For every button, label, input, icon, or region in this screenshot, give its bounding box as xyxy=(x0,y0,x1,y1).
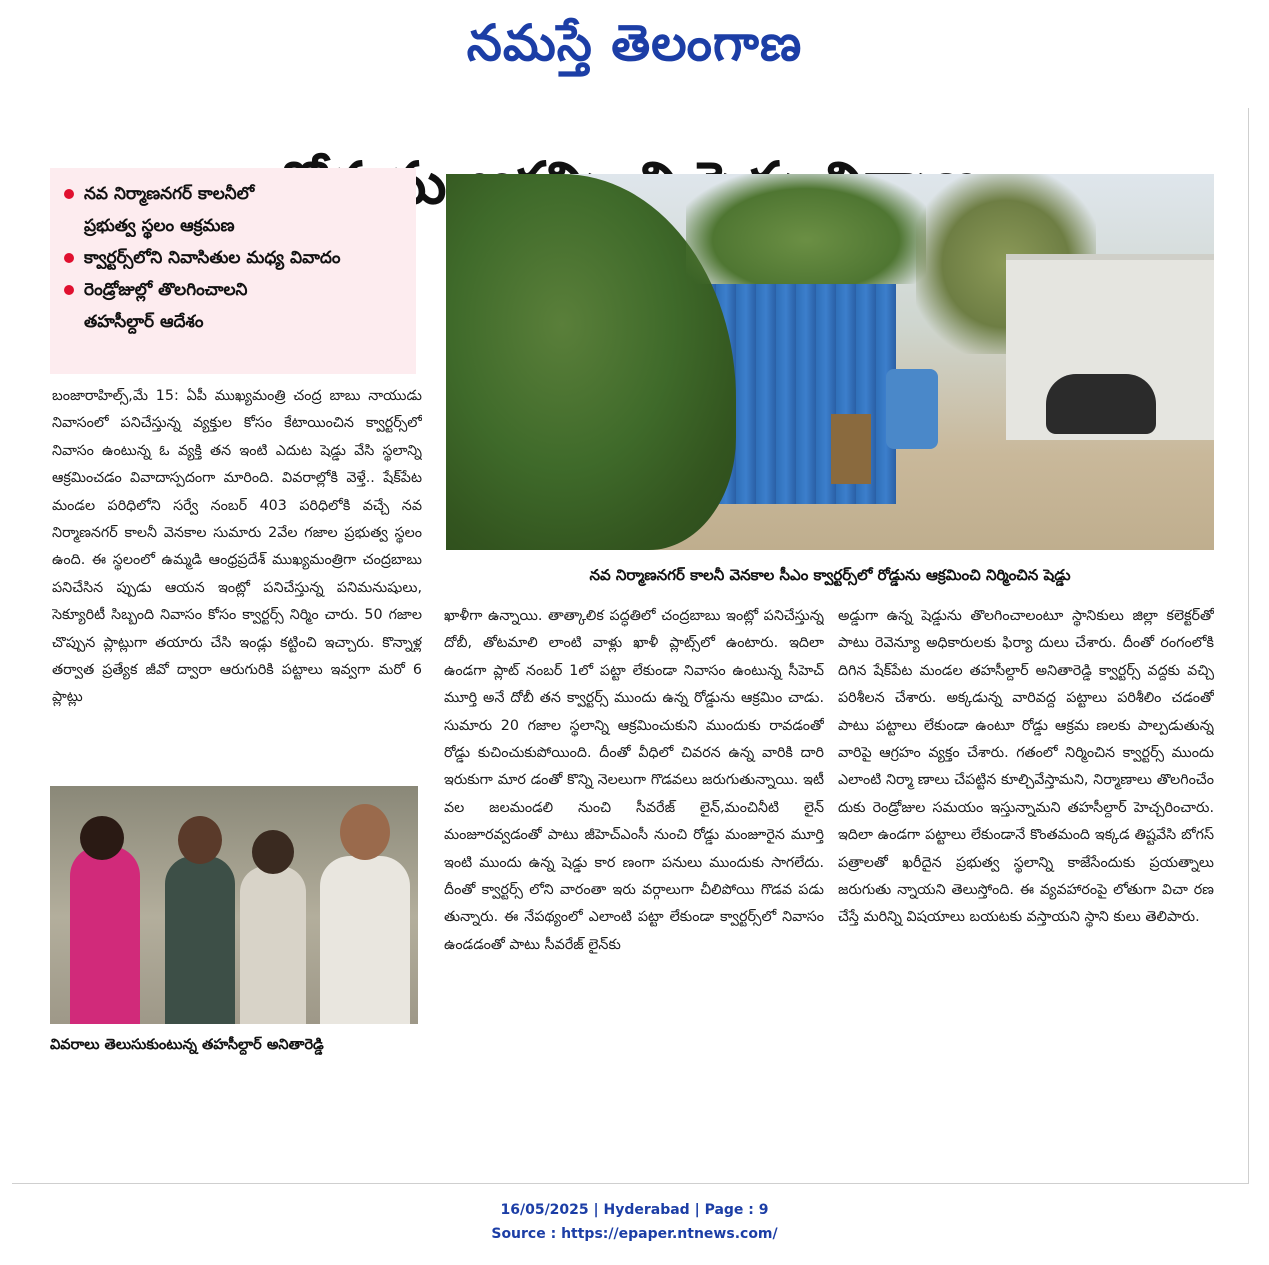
highlight-text: నవ నిర్మాణనగర్ కాలనీలో xyxy=(84,184,255,204)
highlight-item xyxy=(62,274,404,306)
person-head xyxy=(252,830,294,874)
masthead-title: నమస్తే తెలంగాణ xyxy=(466,13,803,72)
foliage-top xyxy=(686,174,926,284)
person-body xyxy=(240,866,306,1024)
page-footer xyxy=(0,1198,1269,1246)
person-head xyxy=(178,816,222,864)
person-head xyxy=(340,804,390,860)
highlight-text-cont: ప్రభుత్వ స్థలం ఆక్రమణ xyxy=(84,216,235,236)
bullet-icon xyxy=(64,189,74,199)
article-column-1: బంజారాహిల్స్,మే 15: ఏపీ ముఖ్యమంత్రి చంద్ర బాబు నాయుడు నివాసంలో పనిచేస్తున్న వ్యక్తుల కోసం కేటాయించిన క్వార్టర్స్‌లో నివాసం ఉంటున్న ఓ వ్యక్తి తన ఇంటి ఎదుట షెడ్డు వేసి స్థలాన్ని ఆక్రమించడం వివాదాస్పదంగా మారింది. వివరాల్లోకి వెళ్తే.. షేక్‌పేట మండల పరిధిలోని సర్వే నంబర్ 403 పరిధిలోకి వచ్చే నవ నిర్మాణనగర్ కాలనీ వెనకాల సుమారు 2వేల గజాల ప్రభుత్వ స్థలం ఉంది. ఈ స్థలంలో ఉమ్మడి ఆంధ్రప్రదేశ్ ముఖ్యమంత్రిగా చంద్రబాబు పనిచేసిన ప్పుడు ఆయన ఇంట్లో పనిచేస్తున్న పనిమనుషులు, సెక్యూరిటీ సిబ్బంది నివాసం కోసం క్వార్టర్స్ నిర్మిం చారు. 50 గజాల చొప్పున ప్లాట్లుగా తయారు చేసి ఇండ్లు కట్టించి ఇచ్చారు. కొన్నాళ్ల తర్వాత ప్రత్యేక జీవో ద్వారా ఆరుగురికి పట్టాలు ఇవ్వగా మరో 6 ప్లాట్లు xyxy=(52,388,422,706)
person-body xyxy=(320,856,410,1024)
article-column-3: అడ్డుగా ఉన్న షెడ్డును తొలగించాలంటూ స్థానికులు జిల్లా కలెక్టర్‌తో పాటు రెవెన్యూ అధికారులకు ఫిర్యా దులు చేశారు. దీంతో రంగంలోకి దిగిన షేక్‌పేట మండల తహసీల్దార్ అనితారెడ్డి క్వార్టర్స్ వద్దకు వచ్చి పరిశీలన చేశారు. అక్కడున్న వారివద్ద పట్టాలు పరిశీలిం చడంతో పాటు పట్టాలు లేకుండా ఉంటూ రోడ్డు ఆక్రమ ణలకు పాల్పడుతున్న వారిపై ఆగ్రహం వ్యక్తం చేశారు. గతంలో నిర్మించిన క్వార్టర్స్ ముందు ఎలాంటి నిర్మా ణాలు చేపట్టిన కూల్చివేస్తామని, నిర్మాణాలు తొలగించేం దుకు రెండ్రోజుల సమయం ఇస్తున్నామని తహసీల్దార్ హెచ్చరించారు. ఇదిలా ఉండగా పట్టాలు లేకుండానే కొంతమంది ఇక్కడ తిష్టవేసి బోగస్ పత్రాలతో ఖరీదైన ప్రభుత్వ స్థలాన్ని కాజేసేందుకు ప్రయత్నాలు జరుగుతు న్నాయని తెలుస్తోంది. ఈ వ్యవహారంపై లోతుగా విచా రణ చేస్తే మరిన్ని విషయాలు బయటకు వస్తాయని స్థాని కులు తెలిపారు. xyxy=(838,608,1214,926)
officials-photo-caption: వివరాలు తెలుసుకుంటున్న తహసీల్దార్ అనితారెడ్డి xyxy=(50,1037,324,1053)
highlight-text: రెండ్రోజుల్లో తొలగించాలని xyxy=(84,280,248,300)
highlight-text: క్వార్టర్స్‌లోని నివాసితుల మధ్య వివాదం xyxy=(84,248,341,268)
motorbike xyxy=(1046,374,1156,434)
shed-photo-caption: నవ నిర్మాణనగర్ కాలనీ వెనకాల సీఎం క్వార్టర్స్‌లో రోడ్డును ఆక్రమించి నిర్మించిన షెడ్డు xyxy=(589,566,1071,584)
bullet-icon xyxy=(64,253,74,263)
wooden-board xyxy=(831,414,871,484)
highlight-item xyxy=(62,242,404,274)
highlights-box xyxy=(50,168,416,374)
person-body xyxy=(165,856,235,1024)
highlight-text-cont: తహసీల్దార్ ఆదేశం xyxy=(84,312,204,332)
article-column-2: ఖాళీగా ఉన్నాయి. తాత్కాలిక పద్ధతిలో చంద్రబాబు ఇంట్లో పనిచేస్తున్న దోబీ, తోటమాలి లాంటి వాళ్లు ఖాళీ ప్లాట్స్‌లో ఉంటారు. ఇదిలా ఉండగా ప్లాట్ నంబర్ 1లో పట్టా లేకుండా నివాసం ఉంటున్న సీహెచ్ మూర్తి అనే దోబీ తన క్వార్టర్స్ ముందు ఉన్న రోడ్డును ఆక్రమిం చాడు. సుమారు 20 గజాల స్థలాన్ని ఆక్రమించుకుని ముందుకు రావడంతో రోడ్డు కుచించుకుపోయింది. దీంతో వీధిలో చివరన ఉన్న వారికి దారి ఇరుకుగా మార డంతో కొన్ని నెలలుగా గొడవలు జరుగుతున్నాయి. ఇటీ వల జలమండలి నుంచి సీవరేజ్ లైన్,మంచినీటి లైన్ మంజూరవ్వడంతో పాటు జీహెచ్ఎంసీ నుంచి రోడ్డు మంజూరైన మూర్తి ఇంటి ముందు ఉన్న షెడ్డు కార ణంగా పనులు ముందుకు సాగలేదు. దీంతో క్వార్టర్స్ లోని వారంతా ఇరు వర్గాలుగా చీలిపోయి గొడవ పడు తున్నారు. ఈ నేపథ్యంలో ఎలాంటి పట్టా లేకుండా క్వార్టర్స్‌లో నివాసం ఉండడంతో పాటు సీవరేజ్ లైన్‌కు xyxy=(444,608,824,953)
person-body xyxy=(70,846,140,1024)
officials-photo xyxy=(50,786,418,1024)
footer-source-link[interactable]: Source : https://epaper.ntnews.com/ xyxy=(491,1226,778,1242)
bullet-icon xyxy=(64,285,74,295)
highlight-item xyxy=(62,178,404,210)
footer-date-line: 16/05/2025 | Hyderabad | Page : 9 xyxy=(500,1202,769,1218)
water-tank xyxy=(886,369,938,449)
person-head xyxy=(80,816,124,860)
shed-photo xyxy=(446,174,1214,550)
